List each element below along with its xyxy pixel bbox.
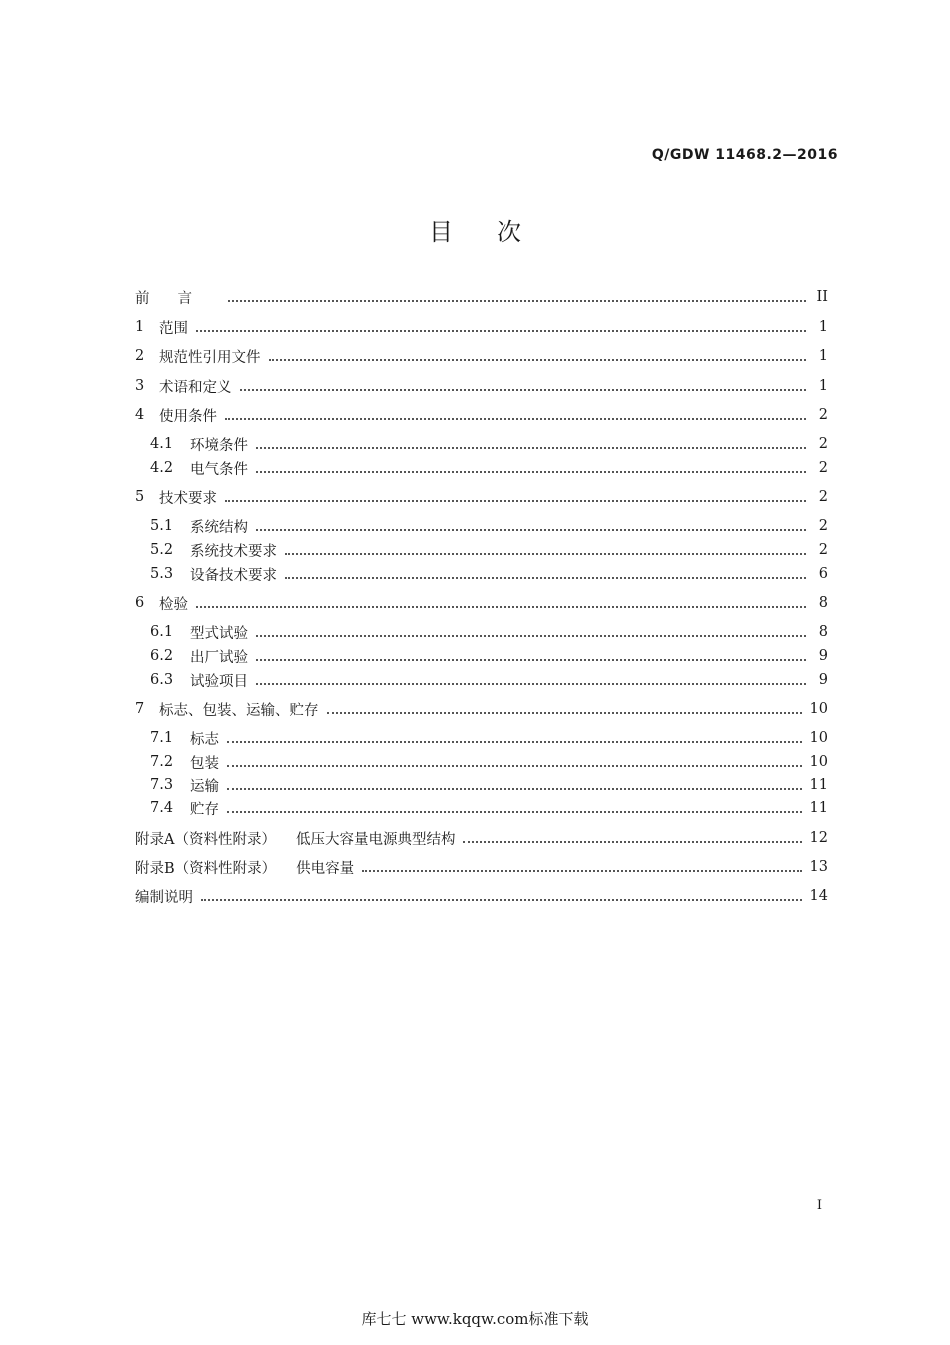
toc-dot-leader [225, 499, 806, 502]
toc-entry-label: 标志 [190, 731, 219, 748]
toc-entry-7-4[interactable] [135, 797, 828, 819]
toc-entry-label: 使用条件 [159, 408, 217, 425]
toc-entry-page: 10 [809, 701, 828, 717]
toc-dot-leader [196, 605, 806, 608]
toc-entry-number: 6.1 [150, 624, 174, 640]
toc-dot-leader [463, 840, 801, 843]
toc-entry-number: 7.2 [150, 754, 174, 770]
toc-entry-label: 术语和定义 [159, 379, 232, 396]
toc-entry-page: II [816, 289, 828, 305]
toc-entry-label: 运输 [190, 778, 219, 795]
toc-dot-leader [327, 711, 802, 714]
toc-entry-label: 试验项目 [190, 673, 248, 690]
toc-entry-3[interactable] [135, 375, 828, 397]
toc-entry-label: 贮存 [190, 801, 219, 818]
toc-entry-number: 4 [135, 407, 145, 423]
toc-entry-label: 电气条件 [190, 461, 248, 478]
toc-entry-page: 11 [809, 777, 828, 793]
toc-entry-number: 1 [135, 319, 145, 335]
toc-entry-number: 5.1 [150, 518, 174, 534]
toc-entry-number: 7.4 [150, 800, 174, 816]
toc-entry-label: 型式试验 [190, 625, 248, 642]
toc-dot-leader [256, 658, 806, 661]
toc-entry-page: 13 [809, 859, 828, 875]
toc-entry-page: 8 [818, 595, 828, 611]
toc-entry-number: 7.3 [150, 777, 174, 793]
toc-entry-page: 6 [818, 566, 828, 582]
toc-entry-page: 10 [809, 754, 828, 770]
toc-entry-5-3[interactable] [135, 563, 828, 585]
toc-dot-leader [256, 634, 806, 637]
toc-dot-leader [201, 898, 802, 901]
toc-entry-page: 9 [818, 672, 828, 688]
toc-entry-4-1[interactable] [135, 433, 828, 455]
toc-entry-label: 附录A（资料性附录） [135, 831, 276, 848]
toc-heading: 目次 [429, 218, 565, 246]
toc-dot-leader [285, 576, 806, 579]
toc-entry-annex-b[interactable] [135, 856, 828, 878]
page-number: I [816, 1198, 822, 1213]
toc-entry-5-1[interactable] [135, 515, 828, 537]
toc-annex-title: 低压大容量电源典型结构 [295, 831, 456, 848]
toc-entry-page: 1 [818, 378, 828, 394]
document-code: Q/GDW 11468.2—2016 [651, 147, 838, 163]
toc-entry-6[interactable] [135, 592, 828, 614]
toc-entry-7[interactable] [135, 698, 828, 720]
toc-entry-7-2[interactable] [135, 751, 828, 773]
toc-entry-page: 10 [809, 730, 828, 746]
toc-entry-number: 7 [135, 701, 145, 717]
toc-dot-leader [269, 358, 807, 361]
toc-entry-page: 1 [818, 319, 828, 335]
toc-entry-label: 设备技术要求 [190, 567, 277, 584]
toc-entry-label: 系统结构 [190, 519, 248, 536]
toc-entry-foreword[interactable] [135, 286, 828, 308]
toc-entry-number: 6.3 [150, 672, 174, 688]
toc-entry-page: 12 [809, 830, 828, 846]
toc-entry-number: 5.2 [150, 542, 174, 558]
toc-entry-label: 前言 [135, 290, 220, 307]
toc-dot-leader [227, 787, 802, 790]
toc-dot-leader [227, 740, 802, 743]
toc-entry-5[interactable] [135, 486, 828, 508]
toc-entry-page: 1 [818, 348, 828, 364]
toc-dot-leader [285, 552, 806, 555]
toc-entry-label: 检验 [159, 596, 188, 613]
toc-entry-number: 3 [135, 378, 145, 394]
toc-annex-title: 供电容量 [296, 860, 355, 877]
toc-dot-leader [256, 470, 806, 473]
toc-entry-label: 包装 [190, 755, 219, 772]
toc-entry-page: 2 [818, 460, 828, 476]
toc-dot-leader [362, 869, 801, 872]
toc-entry-label: 规范性引用文件 [159, 349, 261, 366]
toc-entry-number: 2 [135, 348, 145, 364]
toc-entry-number: 5.3 [150, 566, 174, 582]
toc-entry-7-3[interactable] [135, 774, 828, 796]
toc-dot-leader [227, 810, 802, 813]
toc-entry-number: 6.2 [150, 648, 174, 664]
toc-entry-page: 2 [818, 436, 828, 452]
toc-dot-leader [196, 329, 806, 332]
toc-entry-page: 2 [818, 489, 828, 505]
toc-entry-1[interactable] [135, 316, 828, 338]
toc-dot-leader [240, 388, 807, 391]
toc-dot-leader [227, 764, 802, 767]
toc-entry-number: 6 [135, 595, 145, 611]
toc-entry-number: 7.1 [150, 730, 174, 746]
toc-entry-label: 环境条件 [190, 437, 248, 454]
toc-dot-leader [256, 528, 806, 531]
toc-entry-5-2[interactable] [135, 539, 828, 561]
toc-dot-leader [225, 417, 806, 420]
toc-entry-label: 附录B（资料性附录） [135, 860, 277, 877]
toc-entry-label: 标志、包装、运输、贮存 [159, 702, 319, 719]
toc-dot-leader [256, 682, 806, 685]
toc-entry-label: 出厂试验 [190, 649, 248, 666]
toc-entry-number: 5 [135, 489, 145, 505]
toc-entry-page: 14 [809, 888, 828, 904]
toc-entry-number: 4.2 [150, 460, 174, 476]
toc-entry-label: 范围 [159, 320, 188, 337]
toc-entry-4[interactable] [135, 404, 828, 426]
toc-entry-6-1[interactable] [135, 621, 828, 643]
toc-entry-page: 2 [818, 542, 828, 558]
toc-entry-label: 技术要求 [159, 490, 217, 507]
toc-entry-label: 编制说明 [135, 889, 193, 906]
toc-entry-page: 2 [818, 407, 828, 423]
toc-entry-6-3[interactable] [135, 669, 828, 691]
toc-entry-label: 系统技术要求 [190, 543, 277, 560]
toc-dot-leader [256, 446, 806, 449]
toc-entry-6-2[interactable] [135, 645, 828, 667]
toc-entry-page: 8 [818, 624, 828, 640]
footer-watermark: 库七七 www.kqqw.com标准下载 [361, 1310, 589, 1328]
toc-entry-4-2[interactable] [135, 457, 828, 479]
toc-entry-2[interactable] [135, 345, 828, 367]
toc-entry-page: 11 [809, 800, 828, 816]
toc-entry-7-1[interactable] [135, 727, 828, 749]
toc-entry-page: 2 [818, 518, 828, 534]
toc-dot-leader [228, 299, 806, 302]
toc-entry-number: 4.1 [150, 436, 174, 452]
toc-entry-compilation-notes[interactable] [135, 885, 828, 907]
toc-entry-annex-a[interactable] [135, 827, 828, 849]
toc-entry-page: 9 [818, 648, 828, 664]
